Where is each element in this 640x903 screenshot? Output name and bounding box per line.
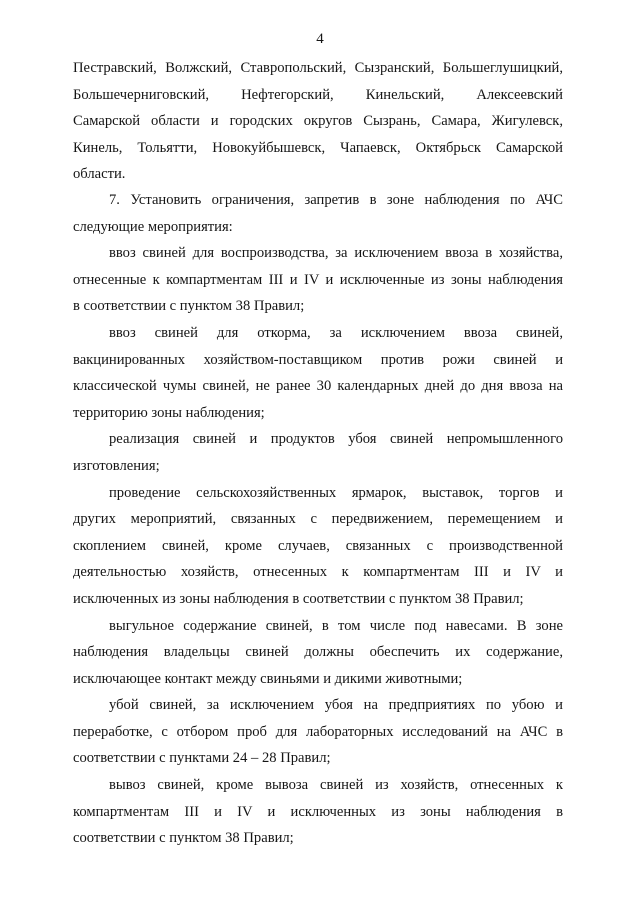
text-line: Самарской области и городских округов Сызрань, Самара, Жигулевск, xyxy=(73,113,563,130)
text-line: скоплением свиней, кроме случаев, связанных с производственной xyxy=(73,537,563,554)
text-line: компартментам III и IV и исключенных из зоны наблюдения в xyxy=(73,803,563,820)
section-7 xyxy=(73,187,563,852)
text-line: вакцинированных хозяйством-поставщиком против рожи свиней и xyxy=(73,351,563,368)
restriction-item-fairs xyxy=(73,480,563,613)
restriction-item-free-range xyxy=(73,613,563,693)
text-line: 7. Установить ограничения, запретив в зоне наблюдения по АЧС xyxy=(109,192,563,208)
text-line: отнесенные к компартментам III и IV и исключенные из зоны наблюдения xyxy=(73,271,563,288)
text-line: ввоз свиней для откорма, за исключением ввоза свиней, xyxy=(109,324,563,341)
text-line: области. xyxy=(73,166,126,183)
text-line: Пестравский, Волжский, Ставропольский, Сызранский, Большеглушицкий, xyxy=(73,60,563,76)
text-line: проведение сельскохозяйственных ярмарок, выставок, торгов и xyxy=(109,484,563,501)
text-line: убой свиней, за исключением убоя на предприятиях по убою и xyxy=(109,697,563,714)
restriction-item-export xyxy=(73,772,563,852)
text-line: наблюдения владельцы свиней должны обеспечить их содержание, xyxy=(73,644,563,661)
text-line: Большечерниговский, Нефтегорский, Кинельский, Алексеевский xyxy=(73,86,563,103)
text-line: исключенных из зоны наблюдения в соответствии с пунктом 38 Правил; xyxy=(73,590,524,607)
text-line: деятельностью хозяйств, отнесенных к компартментам III и IV и xyxy=(73,564,563,581)
text-line: вывоз свиней, кроме вывоза свиней из хозяйств, отнесенных к xyxy=(109,777,563,794)
text-line: следующие мероприятия: xyxy=(73,218,233,235)
text-line: классической чумы свиней, не ранее 30 календарных дней до дня ввоза на xyxy=(73,378,563,395)
text-line: исключающее контакт между свиньями и дикими животными; xyxy=(73,670,463,687)
text-line: других мероприятий, связанных с передвижением, перемещением и xyxy=(73,511,563,528)
text-line: Кинель, Тольятти, Новокуйбышевск, Чапаевск, Октябрьск Самарской xyxy=(73,139,563,156)
text-line: соответствии с пунктом 38 Правил; xyxy=(73,830,294,847)
continuation-paragraph xyxy=(73,55,563,188)
text-line: соответствии с пунктами 24 – 28 Правил; xyxy=(73,750,331,767)
text-line: реализация свиней и продуктов убоя свиней непромышленного xyxy=(109,431,563,448)
text-line: выгульное содержание свиней, в том числе под навесами. В зоне xyxy=(109,617,563,634)
text-line: переработке, с отбором проб для лабораторных исследований на АЧС в xyxy=(73,723,563,740)
restriction-item-fattening-import xyxy=(73,320,563,426)
text-line: изготовления; xyxy=(73,457,160,474)
restriction-item-breeding-import xyxy=(73,240,563,320)
restriction-item-slaughter xyxy=(73,692,563,772)
page-number: 4 xyxy=(316,31,324,47)
text-line: ввоз свиней для воспроизводства, за исключением ввоза в хозяйства, xyxy=(109,245,563,262)
restriction-item-sale xyxy=(73,426,563,479)
text-line: в соответствии с пунктом 38 Правил; xyxy=(73,298,305,315)
text-line: территорию зоны наблюдения; xyxy=(73,404,265,421)
section-7-heading xyxy=(73,187,563,240)
